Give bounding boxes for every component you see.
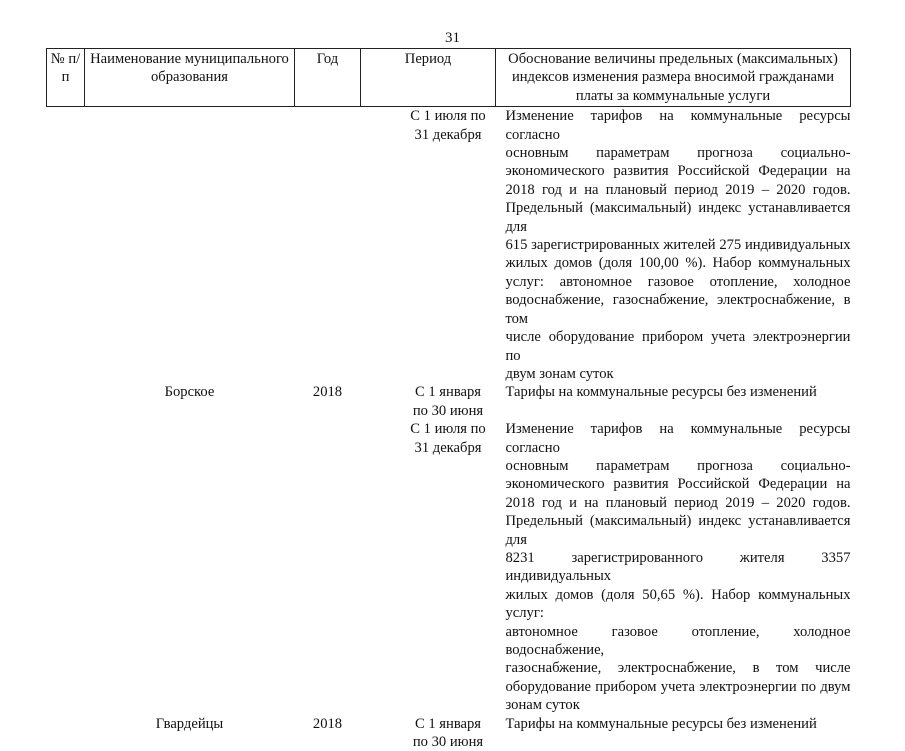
basis-line: 8231 зарегистрированного жителя 3357 индивидуальных [505,549,851,585]
basis-line: Предельный (максимальный) индекс устанавливается для [505,200,851,235]
period-line: 31 декабря [414,126,482,143]
period-line: С 1 июля по [410,421,486,438]
basis-line: газоснабжение, электроснабжение, в том числе [505,660,851,677]
basis-line: экономического развития Российской Федерации на [505,163,851,180]
header-year: Год [295,49,361,107]
basis-line: Изменение тарифов на коммунальные ресурсы согласно [505,108,851,143]
period-line: 31 декабря [414,439,482,456]
page-number: 31 [445,30,460,46]
basis-line: жилых домов (доля 100,00 %). Набор коммунальных [505,255,851,272]
header-period: Период [361,49,496,107]
table-row [47,383,851,420]
municipality-cell [85,107,295,384]
row-number-cell [47,383,85,420]
period-cell [361,383,496,420]
municipality-cell: Гвардейцы [155,715,224,732]
basis-line: основным параметрам прогноза социально- [505,457,851,474]
basis-line: экономического развития Российской Федерации на [505,476,851,493]
municipality-cell [85,420,295,715]
basis-line: Тарифы на коммунальные ресурсы без изменений [505,384,817,401]
period-line: по 30 июня [412,734,484,751]
basis-line: водоснабжение, газоснабжение, электроснабжение, в том [505,292,851,327]
basis-line: услуг: автономное газовое отопление, холодное [505,273,851,290]
basis-cell [496,715,851,751]
period-cell [361,420,496,715]
basis-line: 2018 год и на плановый период 2019 – 2020 годов. [505,494,851,511]
basis-line: 2018 год и на плановый период 2019 – 2020 годов. [505,181,851,198]
year-cell [295,420,361,715]
period-cell [361,715,496,751]
table-body [47,107,851,751]
header-basis: Обоснование величины предельных (максимальных) индексов изменения размера вносимой гражданами платы за коммунальные услуги [496,49,851,107]
basis-line: оборудование прибором учета электроэнергии по двум [505,678,851,695]
basis-cell [496,107,851,384]
year-cell: 2018 [312,384,343,401]
basis-line: Предельный (максимальный) индекс устанавливается для [505,513,851,548]
table-header [47,49,851,107]
basis-line: основным параметрам прогноза социально- [505,145,851,162]
tariff-table [46,48,851,751]
basis-line: зонам суток [505,697,580,714]
period-line: С 1 января [414,384,482,401]
basis-line: числе оборудование прибором учета электроэнергии по [505,329,851,364]
basis-line: двум зонам суток [505,365,614,382]
row-number-cell [47,107,85,384]
row-number-cell [47,420,85,715]
period-cell [361,107,496,384]
basis-cell [496,383,851,420]
municipality-cell: Борское [164,384,215,401]
table-row [47,715,851,751]
basis-line: Тарифы на коммунальные ресурсы без изменений [505,715,817,732]
period-line: С 1 июля по [410,108,486,125]
period-line: С 1 января [414,715,482,732]
basis-line: 615 зарегистрированных жителей 275 индивидуальных [505,237,851,254]
header-municipality: Наименование муниципального образования [85,49,295,107]
year-cell: 2018 [312,715,343,732]
basis-line: автономное газовое отопление, холодное водоснабжение, [505,623,851,658]
basis-line: жилых домов (доля 50,65 %). Набор коммунальных услуг: [505,586,851,622]
period-line: по 30 июня [412,402,484,419]
table-row [47,420,851,715]
basis-cell [496,420,851,715]
year-cell [295,107,361,384]
header-number: № п/п [47,49,85,107]
table-row [47,107,851,384]
basis-line: Изменение тарифов на коммунальные ресурсы согласно [505,421,851,456]
row-number-cell [47,715,85,751]
